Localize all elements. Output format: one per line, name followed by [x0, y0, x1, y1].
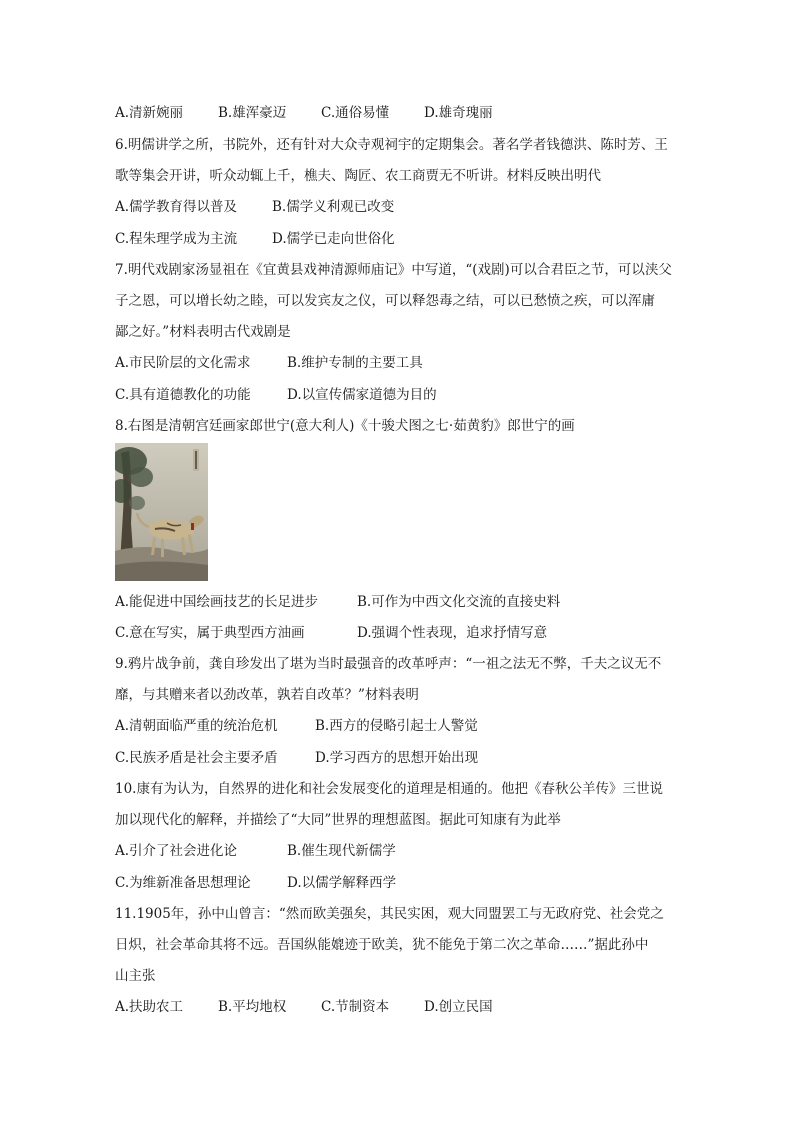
q7-stem-line: 7.明代戏剧家汤显祖在《宜黄县戏神清源师庙记》中写道，“(戏剧)可以合君臣之节，可以浃父	[115, 262, 672, 278]
q10-option-b[interactable]: B.催生现代新儒学	[287, 843, 396, 859]
q6-stem-line: 6.明儒讲学之所，书院外，还有针对大众寺观祠宇的定期集会。著名学者钱德洪、陈时芳、王	[115, 137, 668, 153]
q5-option-b[interactable]: B.雄浑豪迈	[218, 105, 287, 121]
q8-stem-line: 8.右图是清朝宫廷画家郎世宁(意大利人)《十骏犬图之七·茹黄豹》郎世宁的画	[115, 418, 575, 434]
q11-option-b[interactable]: B.平均地权	[218, 999, 287, 1015]
q11-option-a[interactable]: A.扶助农工	[115, 999, 184, 1015]
q9-option-c[interactable]: C.民族矛盾是社会主要矛盾	[115, 750, 278, 766]
q9-stem-line: 靡，与其赠来者以劲改革，孰若自改革？”材料表明	[115, 687, 419, 703]
q7-option-d[interactable]: D.以宣传儒家道德为目的	[287, 387, 437, 403]
q8-option-d[interactable]: D.强调个性表现，追求抒情写意	[357, 625, 548, 641]
q5-option-d[interactable]: D.雄奇瑰丽	[424, 105, 493, 121]
q7-option-a[interactable]: A.市民阶层的文化需求	[115, 355, 251, 371]
q9-stem-line: 9.鸦片战争前，龚自珍发出了堪为当时最强音的改革呼声：“一祖之法无不弊，千夫之议无不	[115, 656, 662, 672]
q11-stem-line: 日炽，社会革命其将不远。吾国纵能媲迹于欧美，犹不能免于第二次之革命……”据此孙中	[115, 937, 649, 953]
q10-stem-line: 加以现代化的解释，并描绘了“大同”世界的理想蓝图。据此可知康有为此举	[115, 812, 561, 828]
painting-image	[115, 443, 208, 581]
q5-option-c[interactable]: C.通俗易懂	[321, 105, 390, 121]
q9-option-a[interactable]: A.清朝面临严重的统治危机	[115, 718, 278, 734]
q11-stem-line: 山主张	[115, 968, 156, 984]
q6-option-a[interactable]: A.儒学教育得以普及	[115, 199, 238, 215]
q5-option-a[interactable]: A.清新婉丽	[115, 105, 184, 121]
q10-option-a[interactable]: A.引介了社会进化论	[115, 843, 238, 859]
q8-option-c[interactable]: C.意在写实，属于典型西方油画	[115, 625, 305, 641]
q8-option-a[interactable]: A.能促进中国绘画技艺的长足进步	[115, 594, 319, 610]
q7-option-b[interactable]: B.维护专制的主要工具	[287, 355, 423, 371]
q10-option-c[interactable]: C.为维新准备思想理论	[115, 875, 251, 891]
q9-option-d[interactable]: D.学习西方的思想开始出现	[315, 750, 479, 766]
q6-stem-line: 歌等集会开讲，听众动辄上千，樵夫、陶匠、农工商贾无不听讲。材料反映出明代	[115, 168, 601, 184]
q10-option-d[interactable]: D.以儒学解释西学	[287, 875, 397, 891]
q6-option-d[interactable]: D.儒学已走向世俗化	[272, 231, 395, 247]
dog-painting-illustration	[115, 443, 208, 581]
q9-option-b[interactable]: B.西方的侵略引起士人警觉	[315, 718, 478, 734]
q6-option-b[interactable]: B.儒学义利观已改变	[272, 199, 395, 215]
q11-option-d[interactable]: D.创立民国	[424, 999, 493, 1015]
q6-option-c[interactable]: C.程朱理学成为主流	[115, 231, 238, 247]
q7-stem-line: 鄙之好。”材料表明古代戏剧是	[115, 324, 291, 340]
q10-stem-line: 10.康有为认为，自然界的进化和社会发展变化的道理是相通的。他把《春秋公羊传》三世说	[115, 781, 663, 797]
q8-option-b[interactable]: B.可作为中西文化交流的直接史料	[357, 594, 561, 610]
q11-option-c[interactable]: C.节制资本	[321, 999, 390, 1015]
q11-stem-line: 11.1905年，孙中山曾言：“然而欧美强矣，其民实困，观大同盟罢工与无政府党、社会党之	[115, 906, 664, 922]
q7-option-c[interactable]: C.具有道德教化的功能	[115, 387, 251, 403]
q7-stem-line: 子之恩，可以增长幼之睦，可以发宾友之仪，可以释怨毒之结，可以已愁愤之疾，可以浑庸	[115, 293, 655, 309]
